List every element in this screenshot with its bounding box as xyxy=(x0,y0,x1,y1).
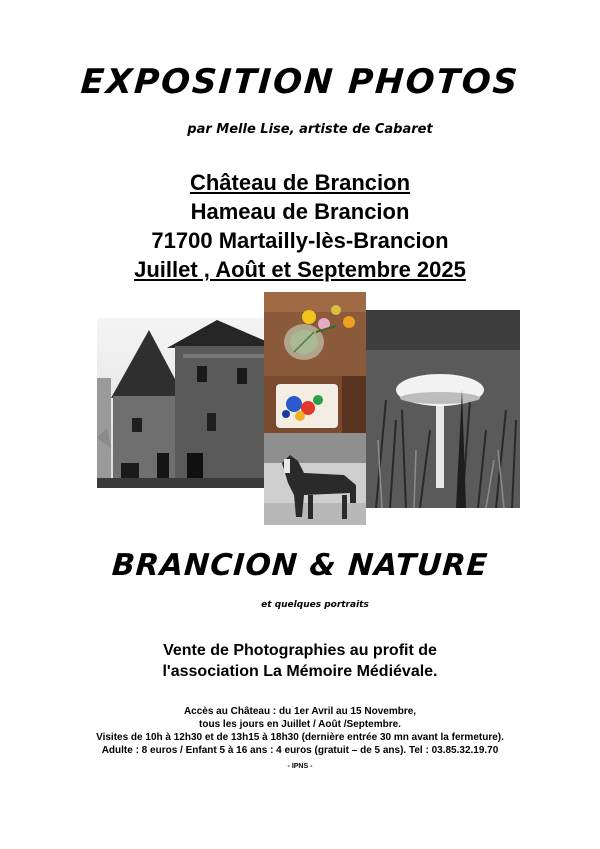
still-life-photo xyxy=(264,292,366,378)
ipns-footer: - IPNS - xyxy=(287,763,313,770)
venue-name: Château de Brancion xyxy=(189,170,411,195)
info-line-3: Visites de 10h à 12h30 et de 13h15 à 18h30 (dernière entrée 30 mn avant la fermeture). xyxy=(96,732,504,743)
theme-title: BRANCION & NATURE xyxy=(110,548,490,583)
poster-subtitle: par Melle Lise, artiste de Cabaret xyxy=(187,122,433,137)
theme-subtitle: et quelques portraits xyxy=(261,600,369,610)
info-line-2: tous les jours en Juillet / Août /Septembre. xyxy=(199,719,401,730)
venue-address: 71700 Martailly-lès-Brancion xyxy=(151,228,449,253)
sale-line-1: Vente de Photographies au profit de xyxy=(163,642,437,659)
mushroom-photo xyxy=(366,310,520,508)
sale-notice xyxy=(0,640,600,682)
castle-photo xyxy=(97,318,282,488)
visit-info xyxy=(0,705,600,757)
horse-photo xyxy=(264,433,366,525)
info-line-1: Accès au Château : du 1er Avril au 15 Novembre, xyxy=(183,706,417,717)
sale-line-2: l'association La Mémoire Médiévale. xyxy=(162,663,438,680)
info-line-4: Adulte : 8 euros / Enfant 5 à 16 ans : 4 euros (gratuit – de 5 ans). Tel : 03.85.32.19.70 xyxy=(101,745,499,756)
painting-photo xyxy=(264,376,366,436)
exhibition-dates: Juillet , Août et Septembre 2025 xyxy=(134,257,466,282)
venue-hamlet: Hameau de Brancion xyxy=(190,199,410,224)
poster-title: EXPOSITION PHOTOS xyxy=(79,62,521,102)
